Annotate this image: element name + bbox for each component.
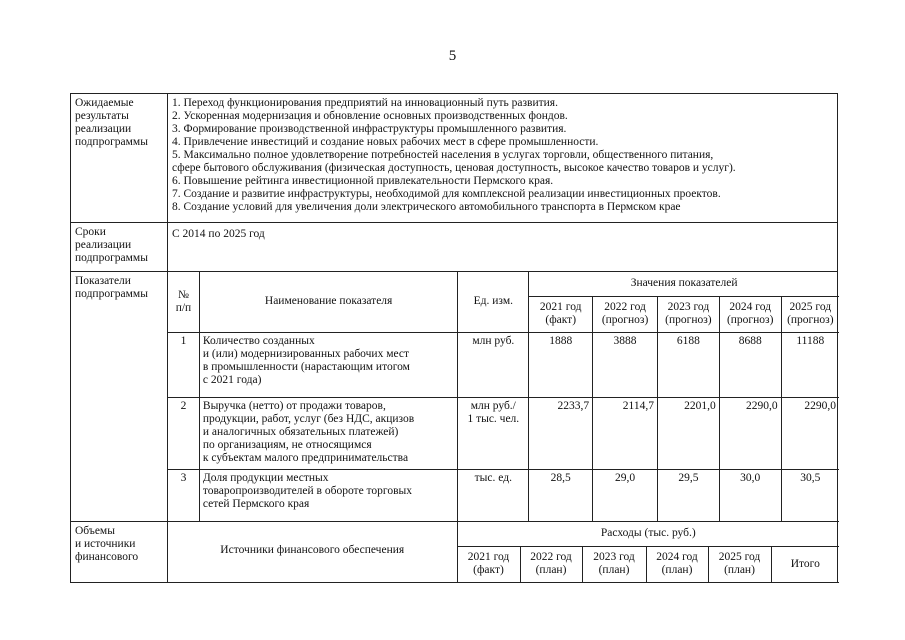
row-value: 30,0 — [719, 469, 781, 521]
row-name: Количество созданных и (или) модернизированных рабочих мест в промышленности (нарастающим итогом с 2021 года) — [199, 332, 457, 397]
results-item: 3. Формирование производственной инфраструктуры промышленного развития. — [172, 123, 567, 135]
row-value: 6188 — [657, 332, 719, 397]
table-row — [168, 397, 839, 469]
col-expenses-header: Расходы (тыс. руб.) — [457, 522, 839, 546]
row-number: 1 — [168, 332, 199, 397]
row-value: 1888 — [529, 332, 593, 397]
year-header: 2024 год (прогноз) — [719, 296, 781, 332]
row-value: 30,5 — [781, 469, 839, 521]
terms-label: Сроки реализации подпрограммы — [71, 223, 168, 271]
results-item: 1. Переход функционирования предприятий на инновационный путь развития. — [172, 97, 558, 109]
results-item: 7. Создание и развитие инфраструктуры, необходимой для комплексной реализации инвестиционных проектов. — [172, 188, 721, 200]
results-label: Ожидаемые результаты реализации подпрограммы — [71, 94, 168, 222]
results-item: 6. Повышение рейтинга инвестиционной привлекательности Пермского края. — [172, 175, 554, 187]
row-unit: млн руб./ 1 тыс. чел. — [458, 397, 529, 469]
row-value: 28,5 — [529, 469, 593, 521]
results-item: 4. Привлечение инвестиций и создание новых рабочих мест в сфере промышленности. — [172, 136, 599, 148]
results-item: 2. Ускоренная модернизация и обновление основных производственных фондов. — [172, 110, 568, 122]
year-header: 2025 год (план) — [708, 546, 771, 582]
terms-value: С 2014 по 2025 год — [172, 228, 265, 240]
row-value: 2233,7 — [529, 397, 593, 469]
row-value: 2114,7 — [593, 397, 658, 469]
row-value: 29,5 — [657, 469, 719, 521]
indicators-label: Показатели подпрограммы — [71, 272, 168, 521]
year-header: 2023 год (план) — [582, 546, 646, 582]
year-header: 2025 год (прогноз) — [781, 296, 839, 332]
row-value: 2290,0 — [781, 397, 839, 469]
row-number: 2 — [168, 397, 199, 469]
results-content — [168, 94, 837, 222]
row-unit: млн руб. — [458, 332, 529, 397]
terms-section — [70, 222, 838, 272]
table-row — [168, 469, 839, 521]
row-name: Доля продукции местных товаропроизводителей в обороте торговых сетей Пермского края — [199, 469, 457, 521]
col-name-header: Наименование показателя — [199, 272, 457, 332]
table-row — [168, 332, 839, 397]
col-sources-header: Источники финансового обеспечения — [168, 522, 457, 582]
year-header: 2022 год (прогноз) — [593, 296, 658, 332]
row-name: Выручка (нетто) от продажи товаров, продукции, работ, услуг (без НДС, акцизов и аналогичных обязательных платежей) по организациям, не относящимся к субъектам малого предпринимательства — [199, 397, 457, 469]
results-section — [70, 93, 838, 223]
indicators-section — [70, 271, 838, 522]
col-values-header: Значения показателей — [529, 272, 839, 296]
total-header: Итого — [771, 546, 839, 582]
results-item: сфере бытового обслуживания (физическая доступность, ценовая доступность, высокое качество товаров и услуг). — [172, 162, 736, 174]
col-number-header: № п/п — [168, 272, 199, 332]
year-header: 2021 год (факт) — [457, 546, 520, 582]
col-unit-header: Ед. изм. — [458, 272, 529, 332]
results-item: 8. Создание условий для увеличения доли электрического автомобильного транспорта в Пермском крае — [172, 201, 681, 213]
indicators-table — [168, 272, 839, 522]
year-header: 2023 год (прогноз) — [657, 296, 719, 332]
page-number: 5 — [448, 48, 457, 64]
finance-section — [70, 521, 838, 583]
row-value: 2290,0 — [719, 397, 781, 469]
finance-label: Объемы и источники финансового — [71, 522, 168, 582]
row-value: 2201,0 — [657, 397, 719, 469]
year-header: 2021 год (факт) — [529, 296, 593, 332]
row-value: 3888 — [593, 332, 658, 397]
year-header: 2024 год (план) — [646, 546, 708, 582]
row-unit: тыс. ед. — [458, 469, 529, 521]
row-value: 29,0 — [593, 469, 658, 521]
row-value: 11188 — [781, 332, 839, 397]
finance-table — [168, 522, 839, 583]
row-value: 8688 — [719, 332, 781, 397]
year-header: 2022 год (план) — [520, 546, 582, 582]
row-number: 3 — [168, 469, 199, 521]
results-item: 5. Максимально полное удовлетворение потребностей населения в услугах торговли, общественного питания, — [172, 149, 714, 161]
